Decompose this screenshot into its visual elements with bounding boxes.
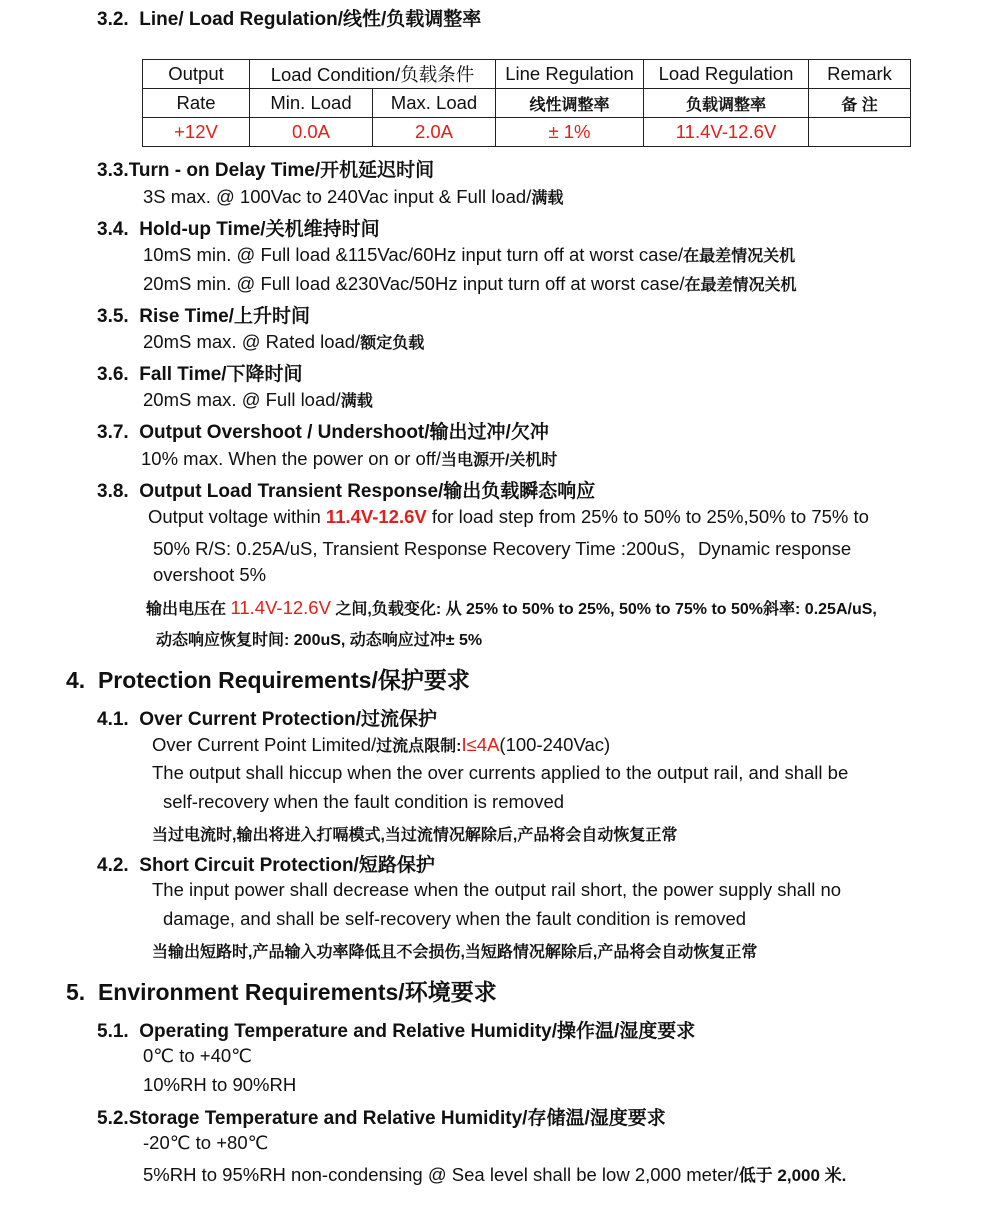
section-5-2-line-1: -20℃ to +80℃	[143, 1132, 269, 1153]
section-3-4-heading	[97, 214, 380, 241]
section-number: 3.2.	[97, 9, 129, 30]
section-4-heading	[66, 662, 470, 695]
section-title: Hold-up Time/关机维持时间	[139, 219, 380, 240]
text-cn: 在最差情况关机	[683, 248, 796, 265]
text: 10% max. When the power on or off/	[141, 448, 441, 469]
section-number: 4.2.	[97, 855, 129, 876]
section-number: 4.	[66, 667, 86, 693]
cell-min-load: 0.0A	[250, 118, 373, 147]
text-cn: 输出电压在	[146, 601, 231, 618]
text: for load step from 25% to 50% to 25%,50% to 75% to	[426, 506, 869, 527]
voltage-range: 11.4V-12.6V	[230, 597, 331, 618]
section-3-2-heading	[97, 4, 481, 31]
section-3-4-line-2	[143, 272, 797, 295]
section-title: Output Overshoot / Undershoot/输出过冲/欠冲	[139, 422, 549, 443]
header-max-load: Max. Load	[373, 89, 496, 118]
section-5-2-line-2	[143, 1161, 846, 1186]
header-remark-cn: 备 注	[809, 89, 911, 118]
header-min-load: Min. Load	[250, 89, 373, 118]
section-5-2-heading	[97, 1103, 666, 1130]
header-line-regulation: Line Regulation	[496, 60, 644, 89]
section-title: Short Circuit Protection/短路保护	[139, 855, 435, 876]
section-title: Rise Time/上升时间	[139, 306, 310, 327]
section-3-5-line	[143, 330, 424, 353]
section-title: Protection Requirements/保护要求	[97, 667, 470, 693]
section-title: Operating Temperature and Relative Humidity/操作温/湿度要求	[139, 1021, 696, 1042]
section-number: 4.1.	[97, 709, 129, 730]
text-cn: 满载	[340, 393, 373, 410]
section-title: Output Load Transient Response/输出负载瞬态响应	[139, 481, 596, 502]
cell-output: +12V	[143, 118, 250, 147]
section-5-1-line-2: 10%RH to 90%RH	[143, 1074, 297, 1095]
header-load-regulation-cn: 负载调整率	[644, 89, 809, 118]
section-number: 5.	[66, 979, 86, 1005]
section-title: Storage Temperature and Relative Humidity/存储温/湿度要求	[128, 1108, 666, 1129]
section-number: 5.2.	[97, 1108, 129, 1129]
table-subheader-row	[143, 89, 911, 118]
table-row	[143, 118, 911, 147]
header-rate: Rate	[143, 89, 250, 118]
header-output: Output	[143, 60, 250, 89]
text: 3S max. @ 100Vac to 240Vac input & Full load/	[143, 186, 532, 207]
section-number: 3.3.	[97, 160, 129, 181]
text: 10mS min. @ Full load &115Vac/60Hz input turn off at worst case/	[143, 244, 684, 265]
text: Output voltage within	[148, 506, 326, 527]
section-title: Environment Requirements/环境要求	[97, 979, 497, 1005]
header-load-regulation: Load Regulation	[644, 60, 809, 89]
section-3-8-heading	[97, 476, 595, 503]
section-3-7-heading	[97, 417, 549, 444]
section-4-1-line-2: The output shall hiccup when the over currents applied to the output rail, and shall be	[152, 762, 849, 783]
section-number: 3.7.	[97, 422, 129, 443]
cell-line-regulation: ± 1%	[496, 118, 644, 147]
section-4-1-line-1	[152, 733, 610, 756]
text: Over Current Point Limited/	[152, 734, 377, 755]
section-3-8-cn-line-2: 动态响应恢复时间: 200uS, 动态响应过冲± 5%	[156, 632, 483, 649]
section-4-1-line-3: self-recovery when the fault condition is removed	[163, 791, 565, 812]
text-cn: 满载	[531, 190, 564, 207]
text-cn: 在最差情况关机	[684, 277, 797, 294]
text: 5%RH to 95%RH non-condensing @ Sea level shall be low 2,000 meter/	[143, 1164, 739, 1185]
current-limit: I≤4A	[461, 734, 500, 755]
section-title: Fall Time/下降时间	[139, 364, 303, 385]
voltage-range: 11.4V-12.6V	[325, 506, 427, 527]
text: (100-240Vac)	[499, 734, 611, 755]
section-3-8-line-3: overshoot 5%	[153, 564, 267, 585]
section-4-2-line-2: damage, and shall be self-recovery when the fault condition is removed	[163, 908, 747, 929]
text-cn: 额定负载	[360, 335, 425, 352]
section-3-3-line	[143, 185, 563, 208]
header-remark: Remark	[809, 60, 911, 89]
section-number: 3.6.	[97, 364, 129, 385]
section-number: 3.8.	[97, 481, 129, 502]
text: 20mS max. @ Full load/	[143, 389, 341, 410]
cell-remark	[809, 118, 911, 147]
section-3-6-heading	[97, 359, 303, 386]
text: 20mS max. @ Rated load/	[143, 331, 361, 352]
section-4-2-cn: 当输出短路时,产品输入功率降低且不会损伤,当短路情况解除后,产品将会自动恢复正常	[152, 944, 758, 961]
section-3-8-cn-line-1	[146, 596, 877, 619]
section-3-8-line-1	[148, 506, 869, 528]
header-load-condition: Load Condition/负载条件	[250, 60, 496, 89]
text-cn: 过流点限制:	[376, 738, 462, 755]
section-4-1-cn: 当过电流时,输出将进入打嗝模式,当过流情况解除后,产品将会自动恢复正常	[152, 827, 678, 844]
section-title: Turn - on Delay Time/开机延迟时间	[128, 160, 435, 181]
section-number: 5.1.	[97, 1021, 129, 1042]
section-3-8-line-2: 50% R/S: 0.25A/uS, Transient Response Recovery Time :200uS，Dynamic response	[153, 538, 852, 559]
section-5-1-heading	[97, 1016, 695, 1043]
section-5-heading	[66, 974, 497, 1007]
section-number: 3.4.	[97, 219, 129, 240]
cell-load-regulation: 11.4V-12.6V	[644, 118, 809, 147]
text-cn: 低于 2,000 米.	[738, 1166, 847, 1185]
section-3-6-line	[143, 388, 373, 411]
section-5-1-line-1: 0℃ to +40℃	[143, 1045, 252, 1066]
cell-max-load: 2.0A	[373, 118, 496, 147]
section-4-2-heading	[97, 850, 435, 877]
section-3-4-line-1	[143, 243, 795, 266]
text: 20mS min. @ Full load &230Vac/50Hz input turn off at worst case/	[143, 273, 685, 294]
section-4-2-line-1: The input power shall decrease when the output rail short, the power supply shall no	[152, 879, 842, 900]
section-4-1-heading	[97, 704, 437, 731]
section-number: 3.5.	[97, 306, 129, 327]
text-cn: 当电源开/关机时	[440, 452, 558, 469]
regulation-table	[142, 59, 911, 147]
section-3-3-heading	[97, 155, 434, 182]
table-header-row	[143, 60, 911, 89]
section-3-7-line	[141, 447, 557, 470]
section-title: Over Current Protection/过流保护	[139, 709, 437, 730]
section-title: Line/ Load Regulation/线性/负载调整率	[139, 9, 482, 30]
text-cn: 之间,负载变化: 从 25% to 50% to 25%, 50% to 75% to 50%斜率: 0.25A/uS,	[330, 601, 877, 618]
section-3-5-heading	[97, 301, 310, 328]
header-line-regulation-cn: 线性调整率	[496, 89, 644, 118]
